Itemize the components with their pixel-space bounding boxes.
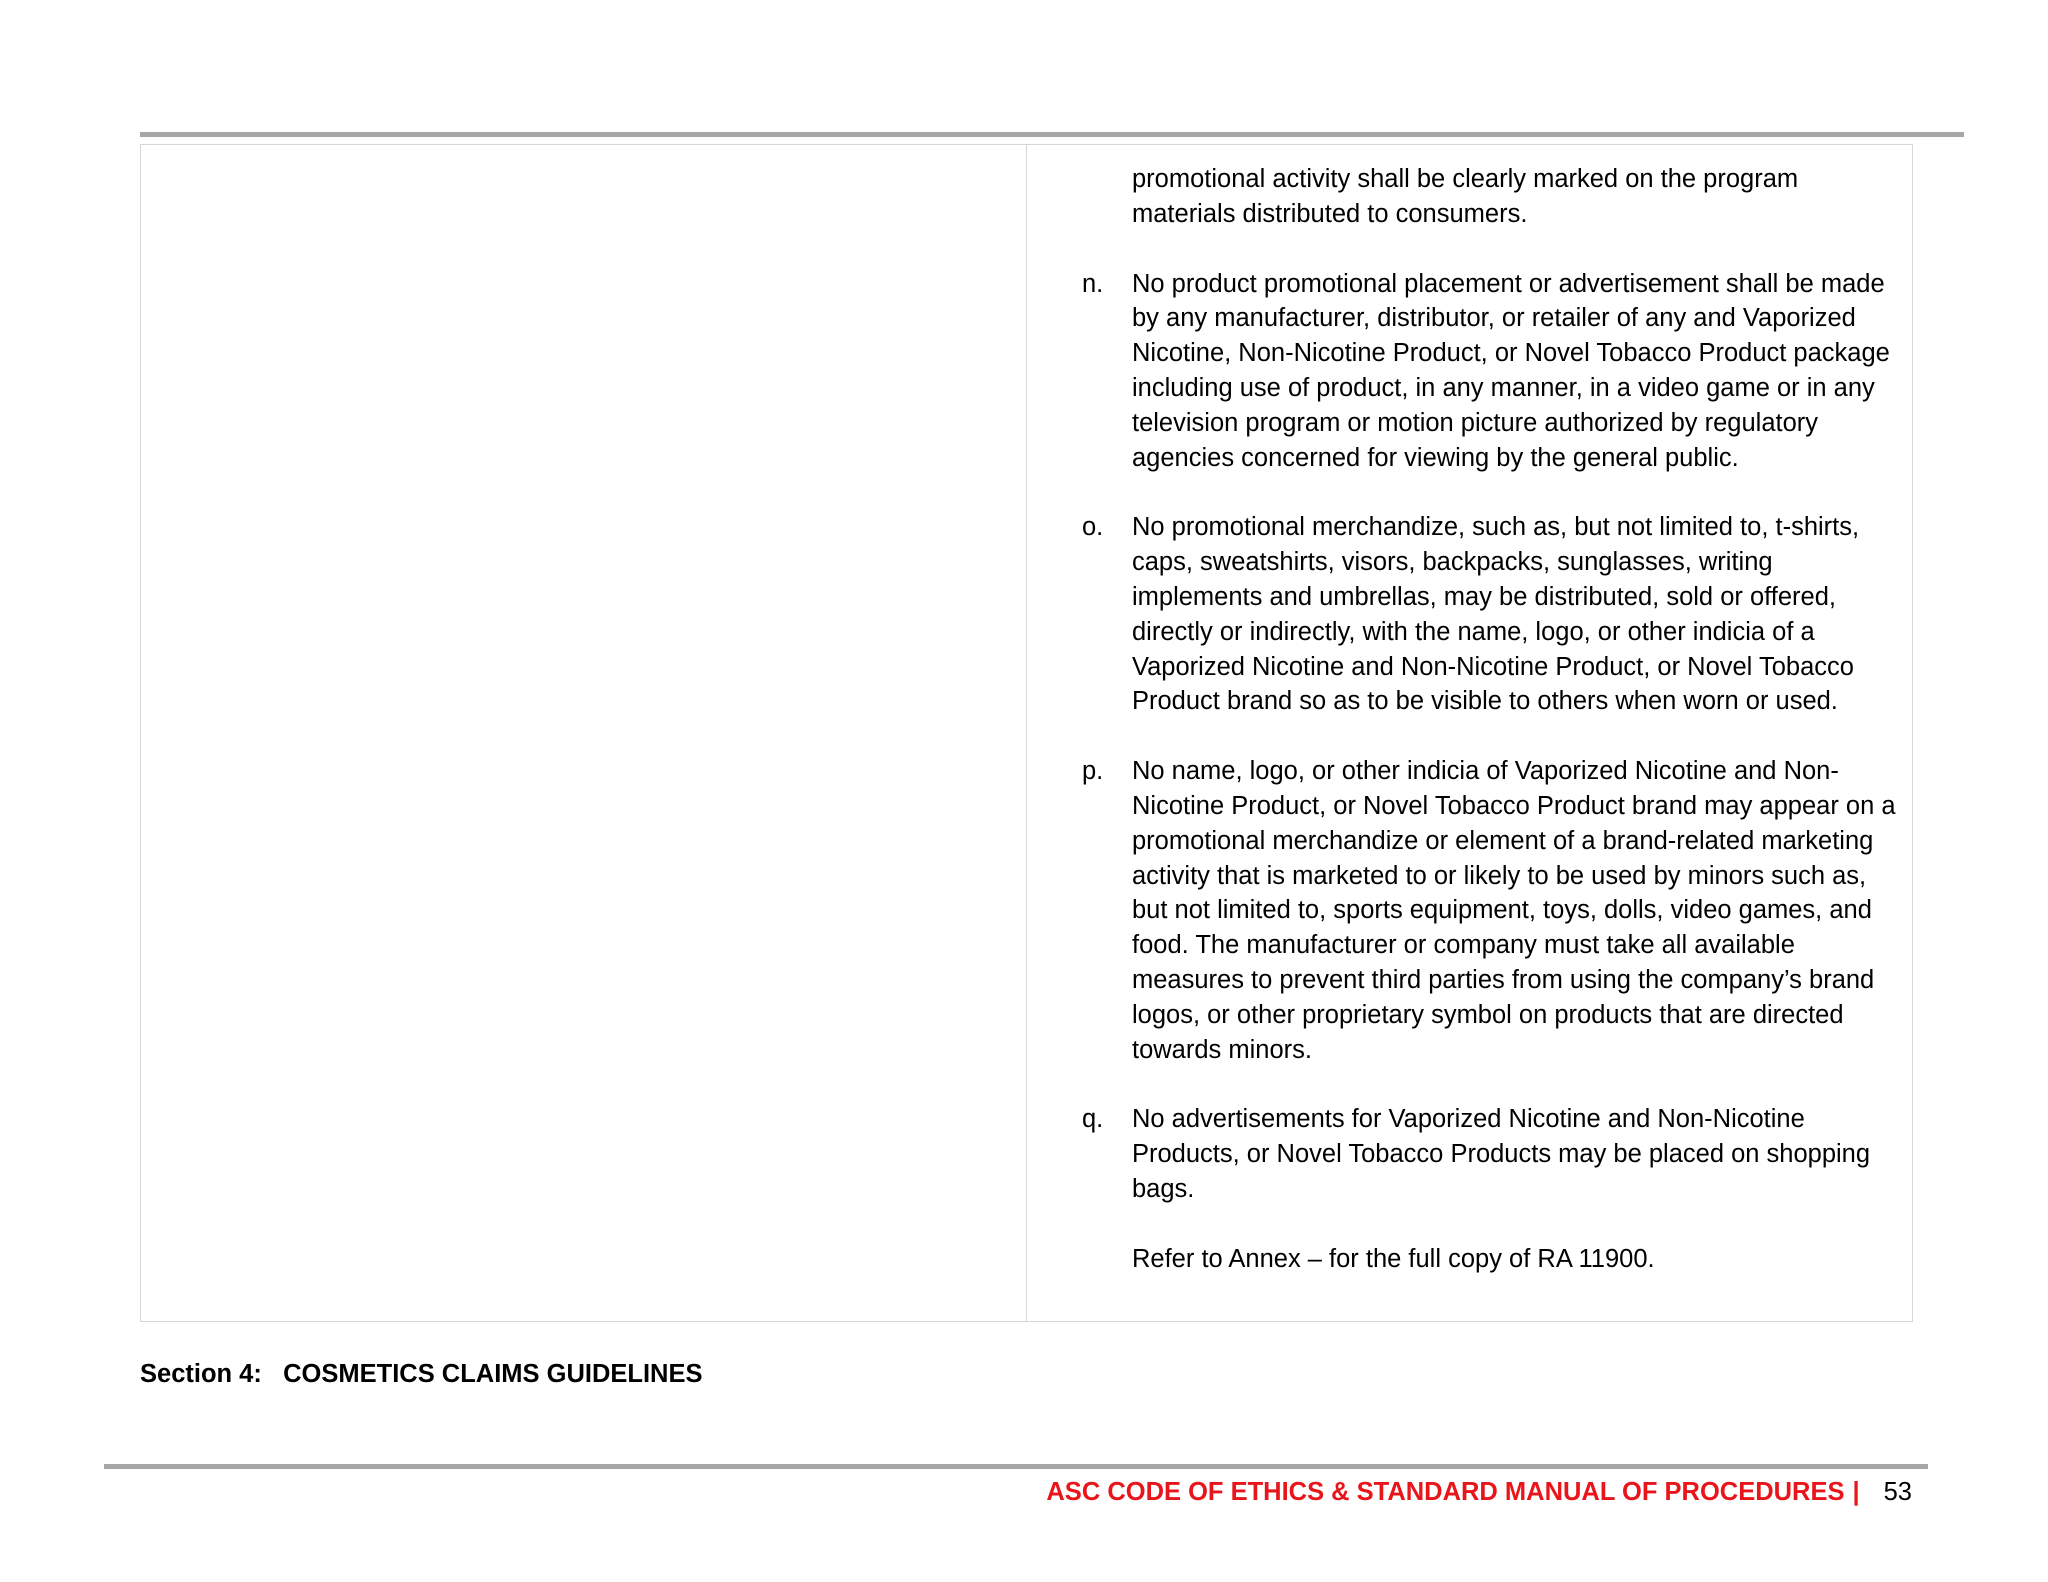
table-right-column [1027, 145, 1912, 1321]
continuation-paragraph: promotional activity shall be clearly marked on the program materials distributed to consumers. [1132, 165, 1799, 228]
section-heading: Section 4: COSMETICS CLAIMS GUIDELINES [140, 1360, 703, 1388]
content-table [140, 144, 1913, 1322]
footer-rule [104, 1464, 1928, 1469]
footer-separator: | [1852, 1478, 1860, 1506]
list-item-text: No advertisements for Vaporized Nicotine and Non-Nicotine Products, or Novel Tobacco Products may be placed on shopping bags. [1132, 1105, 1871, 1203]
list-item-p [1027, 754, 1896, 1067]
list-item-q [1027, 1102, 1896, 1206]
list-item-text: No promotional merchandize, such as, but not limited to, t-shirts, caps, sweatshirts, visors, backpacks, sunglasses, writing implements and umbrellas, may be distributed, sold or offered, directly or indirectly, with the name, logo, or other indicia of a Vaporized Nicotine and Non-Nicotine Product, or Novel Tobacco Product brand so as to be visible to others when worn or used. [1132, 513, 1860, 716]
table-left-column [141, 145, 1027, 1321]
list-item-o [1027, 510, 1896, 719]
annex-note: Refer to Annex – for the full copy of RA 11900. [1132, 1244, 1655, 1273]
list-item-text: No product promotional placement or advertisement shall be made by any manufacturer, distributor, or retailer of any and Vaporized Nicotine, Non-Nicotine Product, or Novel Tobacco Product package including use of product, in any manner, in a video game or in any television program or motion picture authorized by regulatory agencies concerned for viewing by the general public. [1132, 269, 1890, 472]
list-marker: n. [1082, 269, 1104, 298]
header-rule [140, 132, 1964, 137]
footer-title: ASC CODE OF ETHICS & STANDARD MANUAL OF PROCEDURES [1046, 1478, 1845, 1506]
list-item-n [1027, 267, 1896, 476]
list-marker: p. [1082, 757, 1104, 786]
page-footer [1046, 1478, 1912, 1507]
list-marker: q. [1082, 1105, 1104, 1134]
list-marker: o. [1082, 513, 1104, 542]
page-number: 53 [1883, 1478, 1912, 1506]
list-item-text: No name, logo, or other indicia of Vaporized Nicotine and Non-Nicotine Product, or Novel Tobacco Product brand may appear on a promotional merchandize or element of a brand-related marketing activity that is marketed to or likely to be used by minors such as, but not limited to, sports equipment, toys, dolls, video games, and food. The manufacturer or company must take all available measures to prevent third parties from using the company’s brand logos, or other proprietary symbol on products that are directed towards minors. [1132, 757, 1896, 1064]
